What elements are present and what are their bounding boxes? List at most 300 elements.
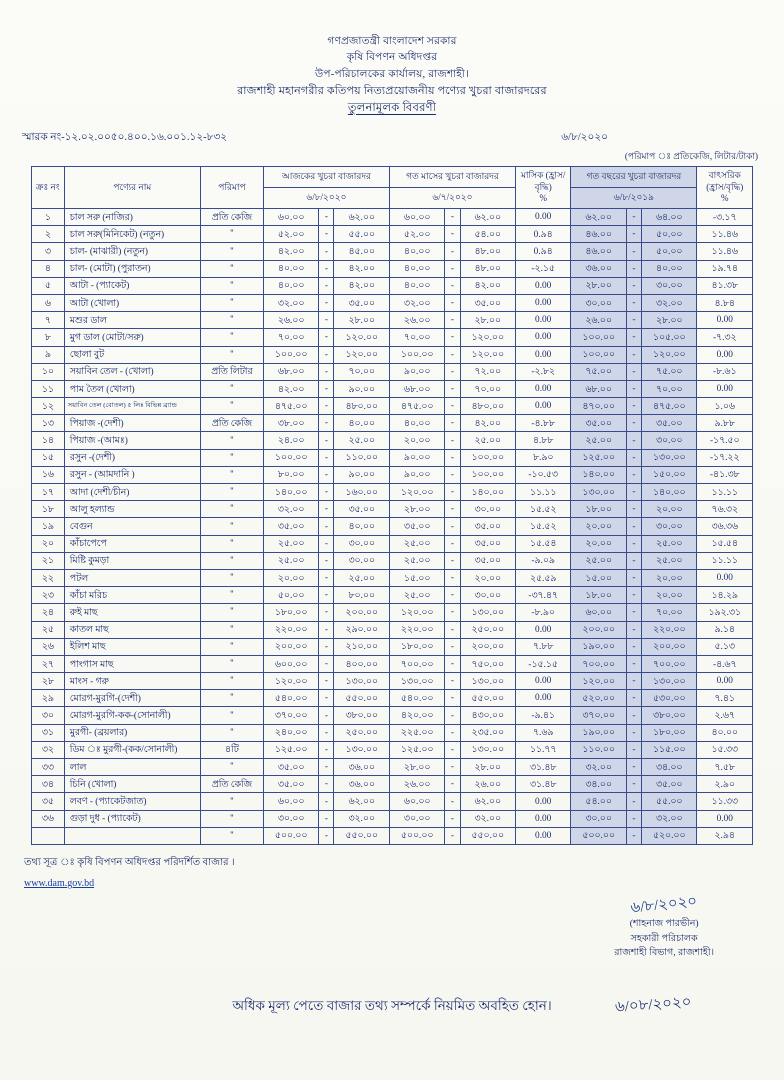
price-comparison-table bbox=[31, 166, 753, 845]
cell-today-min: ২০০.০০ bbox=[263, 638, 318, 655]
cell-unit: '' bbox=[200, 484, 263, 501]
cell-name: পিয়াজ -(দেশী) bbox=[64, 415, 200, 432]
table-row bbox=[32, 329, 753, 346]
cell-today-dash: - bbox=[319, 329, 334, 346]
cell-month-max: ৫৪.০০ bbox=[460, 226, 515, 243]
cell-today-max: ২৯০.০০ bbox=[334, 621, 389, 638]
website-link[interactable]: www.dam.gov.bd bbox=[24, 877, 95, 889]
cell-year-min: ৩৫.০০ bbox=[571, 415, 626, 432]
cell-month-min: ৫২.০০ bbox=[389, 226, 444, 243]
cell-yearly-change: -৪১.৩৮ bbox=[697, 466, 753, 483]
table-row bbox=[32, 380, 753, 397]
cell-month-min: ২২৫.০০ bbox=[389, 724, 444, 741]
cell-year-max: ২২০.০০ bbox=[642, 621, 697, 638]
cell-sl: ৩৬ bbox=[32, 810, 65, 827]
cell-today-max: ৩৬.০০ bbox=[334, 776, 389, 793]
cell-today-min: ২৫.০০ bbox=[263, 535, 318, 552]
cell-month-dash: - bbox=[445, 587, 460, 604]
cell-month-max: ২৩৫.০০ bbox=[460, 724, 515, 741]
cell-sl bbox=[32, 827, 65, 844]
header-line-government: গণপ্রজাতন্ত্রী বাংলাদেশ সরকার bbox=[327, 36, 457, 47]
cell-year-dash: - bbox=[626, 346, 641, 363]
cell-month-max: ৬২.০০ bbox=[460, 793, 515, 810]
cell-year-dash: - bbox=[626, 552, 641, 569]
cell-yearly-change: ৯.৮৮ bbox=[697, 415, 753, 432]
cell-year-dash: - bbox=[626, 587, 641, 604]
cell-month-dash: - bbox=[445, 655, 460, 672]
cell-sl: ২০ bbox=[32, 535, 65, 552]
cell-today-min: ৩৫.০০ bbox=[263, 759, 318, 776]
cell-today-min: ৩৫.০০ bbox=[263, 776, 318, 793]
col-name: পণ্যের নাম bbox=[64, 166, 200, 208]
document-header bbox=[0, 0, 784, 118]
cell-today-dash: - bbox=[319, 398, 334, 415]
cell-month-min: ৪৭৫.০০ bbox=[389, 398, 444, 415]
cell-today-max: ৫৫০.০০ bbox=[334, 827, 389, 844]
cell-year-min: ৩২.০০ bbox=[571, 759, 626, 776]
cell-month-min: ৯০.০০ bbox=[389, 466, 444, 483]
cell-monthly-change: 0.৯৪ bbox=[515, 243, 570, 260]
cell-sl: ২৪ bbox=[32, 604, 65, 621]
cell-year-min: ২০.০০ bbox=[571, 518, 626, 535]
cell-month-max: ৪২.০০ bbox=[460, 277, 515, 294]
cell-name: মোরগ-মুরগি-(দেশী) bbox=[64, 690, 200, 707]
cell-unit: '' bbox=[200, 673, 263, 690]
cell-year-min: ১২০.০০ bbox=[571, 673, 626, 690]
cell-today-max: ২১০.০০ bbox=[334, 638, 389, 655]
cell-month-min: ৫৪০.০০ bbox=[389, 690, 444, 707]
cell-sl: ৫ bbox=[32, 277, 65, 294]
cell-year-dash: - bbox=[626, 243, 641, 260]
cell-today-max: ৬২.০০ bbox=[334, 209, 389, 226]
cell-monthly-change: 0.00 bbox=[515, 294, 570, 311]
cell-month-dash: - bbox=[445, 312, 460, 329]
header-line-department: কৃষি বিপণন অধিদপ্তর bbox=[346, 52, 438, 64]
cell-year-dash: - bbox=[626, 810, 641, 827]
cell-monthly-change: 0.00 bbox=[515, 380, 570, 397]
cell-today-dash: - bbox=[319, 655, 334, 672]
cell-today-min: ৪৭৫.০০ bbox=[263, 398, 318, 415]
cell-today-max: ২৮.০০ bbox=[334, 312, 389, 329]
cell-unit: ৪টি bbox=[200, 741, 263, 758]
cell-year-max: ১৪০.০০ bbox=[642, 484, 697, 501]
cell-monthly-change: -৯.০৯ bbox=[515, 552, 570, 569]
cell-sl: ৩১ bbox=[32, 724, 65, 741]
cell-unit: '' bbox=[200, 346, 263, 363]
cell-month-dash: - bbox=[445, 724, 460, 741]
cell-unit: '' bbox=[200, 432, 263, 449]
cell-yearly-change: ৩৬.৩৬ bbox=[697, 518, 753, 535]
cell-month-dash: - bbox=[445, 690, 460, 707]
col-monthly-change-unit: % bbox=[539, 192, 547, 203]
cell-month-max: ৩৫.০০ bbox=[460, 294, 515, 311]
cell-month-min: ১২৫.০০ bbox=[389, 741, 444, 758]
cell-year-min: ১৪০.০০ bbox=[571, 466, 626, 483]
cell-yearly-change: ৭.৪১ bbox=[697, 690, 753, 707]
cell-today-min: ৫২.০০ bbox=[263, 226, 318, 243]
cell-yearly-change: ৫.১৩ bbox=[697, 638, 753, 655]
table-row bbox=[32, 759, 753, 776]
cell-year-max: ৭৫.০০ bbox=[642, 363, 697, 380]
notice-text: অধিক মূল্য পেতে বাজার তথ্য সম্পর্কে নিয়মিত অবহিত হোন। bbox=[232, 998, 552, 1013]
cell-unit: প্রতি কেজি bbox=[200, 209, 263, 226]
table-row bbox=[32, 363, 753, 380]
cell-today-max: ৩৮০.০০ bbox=[334, 707, 389, 724]
cell-year-dash: - bbox=[626, 312, 641, 329]
col-monthly-change-label: মাসিক (হ্রাস/বৃদ্ধি) bbox=[520, 170, 566, 192]
cell-month-dash: - bbox=[445, 243, 460, 260]
cell-yearly-change: 0.00 bbox=[697, 312, 753, 329]
cell-year-dash: - bbox=[626, 776, 641, 793]
table-row bbox=[32, 810, 753, 827]
cell-month-min: ৬০.০০ bbox=[389, 793, 444, 810]
cell-today-dash: - bbox=[319, 209, 334, 226]
table-row bbox=[32, 793, 753, 810]
cell-year-max: ২৮.০০ bbox=[642, 312, 697, 329]
cell-month-max: ১৩০.০০ bbox=[460, 673, 515, 690]
cell-today-max: ১২০.০০ bbox=[334, 346, 389, 363]
cell-today-max: ৪০.০০ bbox=[334, 415, 389, 432]
cell-name: চিনি (খোলা) bbox=[64, 776, 200, 793]
cell-month-min: ১৩০.০০ bbox=[389, 673, 444, 690]
cell-monthly-change: -১৫.১৫ bbox=[515, 655, 570, 672]
table-row bbox=[32, 535, 753, 552]
cell-monthly-change: 0.00 bbox=[515, 277, 570, 294]
cell-name: পটল bbox=[64, 569, 200, 586]
cell-year-min: ২০.০০ bbox=[571, 535, 626, 552]
cell-year-dash: - bbox=[626, 380, 641, 397]
cell-year-dash: - bbox=[626, 363, 641, 380]
table-row bbox=[32, 501, 753, 518]
cell-month-max: ৫৫০.০০ bbox=[460, 690, 515, 707]
cell-month-max: ৩৫.০০ bbox=[460, 518, 515, 535]
table-row bbox=[32, 226, 753, 243]
cell-month-max: ৭০.০০ bbox=[460, 380, 515, 397]
cell-year-max: ২০.০০ bbox=[642, 587, 697, 604]
cell-month-min: ৪০.০০ bbox=[389, 277, 444, 294]
cell-month-min: ২২০.০০ bbox=[389, 621, 444, 638]
table-row bbox=[32, 432, 753, 449]
cell-monthly-change: -১০.৫৩ bbox=[515, 466, 570, 483]
cell-month-dash: - bbox=[445, 260, 460, 277]
cell-month-min: ৩০.০০ bbox=[389, 810, 444, 827]
cell-year-max: ৭০০.০০ bbox=[642, 655, 697, 672]
cell-unit: '' bbox=[200, 226, 263, 243]
cell-today-max: ১৩০.০০ bbox=[334, 741, 389, 758]
cell-today-min: ১২০.০০ bbox=[263, 673, 318, 690]
table-row bbox=[32, 243, 753, 260]
cell-today-max: ২৫.০০ bbox=[334, 569, 389, 586]
cell-year-max: ১০৫.০০ bbox=[642, 329, 697, 346]
cell-month-max: ২০০.০০ bbox=[460, 638, 515, 655]
cell-today-max: ১৩০.০০ bbox=[334, 673, 389, 690]
cell-today-dash: - bbox=[319, 449, 334, 466]
cell-unit: '' bbox=[200, 793, 263, 810]
cell-today-min: ৩৭০.০০ bbox=[263, 707, 318, 724]
cell-year-dash: - bbox=[626, 690, 641, 707]
cell-sl: ২ bbox=[32, 226, 65, 243]
cell-year-max: ৫২০.০০ bbox=[642, 827, 697, 844]
signature-secondary-scribble: ৬/০৮/২০২০ bbox=[614, 994, 693, 1016]
col-last-month: গত মাসের খুচরা বাজারদর bbox=[389, 166, 515, 187]
cell-monthly-change: -২.১৫ bbox=[515, 260, 570, 277]
cell-year-dash: - bbox=[626, 432, 641, 449]
cell-today-min: ৪০.০০ bbox=[263, 277, 318, 294]
cell-yearly-change: -১৭.২২ bbox=[697, 449, 753, 466]
cell-month-min: ৭০০.০০ bbox=[389, 655, 444, 672]
cell-name: মশুর ডাল bbox=[64, 312, 200, 329]
cell-today-dash: - bbox=[319, 724, 334, 741]
cell-month-dash: - bbox=[445, 449, 460, 466]
cell-yearly-change: ১.০৬ bbox=[697, 398, 753, 415]
cell-year-max: ৩৪.০০ bbox=[642, 759, 697, 776]
cell-today-min: ৫০০.০০ bbox=[263, 827, 318, 844]
cell-unit: '' bbox=[200, 604, 263, 621]
cell-yearly-change: ১১.১১ bbox=[697, 484, 753, 501]
cell-yearly-change: ১১.১১ bbox=[697, 552, 753, 569]
cell-year-max: ৩০.০০ bbox=[642, 432, 697, 449]
cell-today-dash: - bbox=[319, 690, 334, 707]
cell-name: মুরগী- (ব্রয়লার) bbox=[64, 724, 200, 741]
cell-year-dash: - bbox=[626, 793, 641, 810]
col-yearly-change bbox=[697, 166, 753, 208]
cell-monthly-change: -২.৮২ bbox=[515, 363, 570, 380]
cell-year-dash: - bbox=[626, 226, 641, 243]
cell-name: ইলিশ মাছ bbox=[64, 638, 200, 655]
cell-year-max: ২৫.০০ bbox=[642, 552, 697, 569]
cell-today-dash: - bbox=[319, 415, 334, 432]
cell-month-dash: - bbox=[445, 741, 460, 758]
cell-month-min: ২৮.০০ bbox=[389, 501, 444, 518]
cell-month-dash: - bbox=[445, 621, 460, 638]
cell-today-max: ৪৮০.০০ bbox=[334, 398, 389, 415]
cell-sl: ৭ bbox=[32, 312, 65, 329]
cell-month-min: ১২০.০০ bbox=[389, 604, 444, 621]
cell-today-max: ২৫.০০ bbox=[334, 432, 389, 449]
cell-name: পিয়াজ -(আমঃ) bbox=[64, 432, 200, 449]
cell-name: লাল bbox=[64, 759, 200, 776]
cell-month-max: ৭৫০.০০ bbox=[460, 655, 515, 672]
col-last-month-date: ৬/৭/২০২০ bbox=[389, 187, 515, 208]
cell-year-min: ২৫.০০ bbox=[571, 432, 626, 449]
cell-month-min: ৩৫.০০ bbox=[389, 518, 444, 535]
cell-today-max: ৯০.০০ bbox=[334, 466, 389, 483]
cell-monthly-change: 0.00 bbox=[515, 793, 570, 810]
header-line-office: উপ-পরিচালকের কার্যালয়, রাজশাহী। bbox=[315, 68, 469, 80]
cell-sl: ১৮ bbox=[32, 501, 65, 518]
cell-month-max: ১৩০.০০ bbox=[460, 741, 515, 758]
cell-monthly-change: ৮.৯০ bbox=[515, 449, 570, 466]
cell-month-dash: - bbox=[445, 363, 460, 380]
cell-year-min: ১০০.০০ bbox=[571, 346, 626, 363]
cell-year-dash: - bbox=[626, 277, 641, 294]
cell-year-min: ১০০.০০ bbox=[571, 329, 626, 346]
cell-year-dash: - bbox=[626, 329, 641, 346]
cell-year-min: ৬৮.০০ bbox=[571, 380, 626, 397]
cell-today-min: ২৬.০০ bbox=[263, 312, 318, 329]
cell-unit: '' bbox=[200, 621, 263, 638]
cell-today-max: ৫৫.০০ bbox=[334, 226, 389, 243]
cell-month-dash: - bbox=[445, 793, 460, 810]
cell-year-max: ১৩০.০০ bbox=[642, 449, 697, 466]
cell-month-max: ৩২.০০ bbox=[460, 810, 515, 827]
cell-today-min: ৩২.০০ bbox=[263, 294, 318, 311]
cell-monthly-change: ১৫.৫২ bbox=[515, 518, 570, 535]
cell-today-max: ৭০.০০ bbox=[334, 363, 389, 380]
cell-today-dash: - bbox=[319, 518, 334, 535]
table-row bbox=[32, 209, 753, 226]
cell-today-min: ৩০.০০ bbox=[263, 810, 318, 827]
cell-today-dash: - bbox=[319, 277, 334, 294]
cell-today-min: ১৪০.০০ bbox=[263, 484, 318, 501]
cell-year-max: ৪৭৫.০০ bbox=[642, 398, 697, 415]
cell-yearly-change: -৭.৩২ bbox=[697, 329, 753, 346]
cell-name: কাঁচাপেপে bbox=[64, 535, 200, 552]
cell-today-dash: - bbox=[319, 587, 334, 604]
cell-monthly-change: 0.00 bbox=[515, 312, 570, 329]
cell-sl: ৩৩ bbox=[32, 759, 65, 776]
cell-today-dash: - bbox=[319, 759, 334, 776]
cell-month-max: ৭২.০০ bbox=[460, 363, 515, 380]
cell-today-dash: - bbox=[319, 294, 334, 311]
cell-yearly-change: 0.00 bbox=[697, 810, 753, 827]
cell-year-min: ১৮.০০ bbox=[571, 587, 626, 604]
cell-name: ডিম ঃ মুরগী-(কক/সোনালী) bbox=[64, 741, 200, 758]
cell-today-dash: - bbox=[319, 621, 334, 638]
cell-monthly-change: ৭.৬৯ bbox=[515, 724, 570, 741]
cell-today-min: ২২০.০০ bbox=[263, 621, 318, 638]
cell-year-min: ২৮.০০ bbox=[571, 277, 626, 294]
cell-monthly-change: ৭.৮৮ bbox=[515, 638, 570, 655]
cell-month-dash: - bbox=[445, 569, 460, 586]
header-line-subject: রাজশাহী মহানগরীর কতিপয় নিত্যপ্রয়োজনীয় পণ্যের খুচরা বাজারদরের bbox=[237, 84, 547, 97]
cell-unit: '' bbox=[200, 501, 263, 518]
cell-month-dash: - bbox=[445, 346, 460, 363]
cell-month-max: ২৫.০০ bbox=[460, 432, 515, 449]
cell-year-dash: - bbox=[626, 741, 641, 758]
cell-sl: ১৯ bbox=[32, 518, 65, 535]
cell-sl: ১০ bbox=[32, 363, 65, 380]
cell-sl: ১২ bbox=[32, 398, 65, 415]
cell-year-dash: - bbox=[626, 759, 641, 776]
cell-month-dash: - bbox=[445, 604, 460, 621]
col-last-year-date: ৬/৮/২০১৯ bbox=[571, 187, 697, 208]
cell-year-dash: - bbox=[626, 209, 641, 226]
cell-year-max: ৩০.০০ bbox=[642, 277, 697, 294]
cell-sl: ৩০ bbox=[32, 707, 65, 724]
table-row bbox=[32, 260, 753, 277]
cell-month-max: ২৮.০০ bbox=[460, 759, 515, 776]
cell-today-dash: - bbox=[319, 363, 334, 380]
cell-name: চাল- (মোটা) (পুরাতন) bbox=[64, 260, 200, 277]
cell-today-dash: - bbox=[319, 243, 334, 260]
cell-year-max: ৩৫.০০ bbox=[642, 415, 697, 432]
cell-yearly-change: -৪.৬৭ bbox=[697, 655, 753, 672]
cell-today-min: ৩৫.০০ bbox=[263, 518, 318, 535]
cell-today-max: ১২০.০০ bbox=[334, 329, 389, 346]
cell-today-max: ১১০.০০ bbox=[334, 449, 389, 466]
cell-unit: প্রতি কেজি bbox=[200, 776, 263, 793]
table-row bbox=[32, 398, 753, 415]
cell-today-dash: - bbox=[319, 673, 334, 690]
signature-title-1: সহকারী পরিচালক bbox=[630, 933, 698, 944]
cell-year-dash: - bbox=[626, 484, 641, 501]
cell-yearly-change: ৭.৫৮ bbox=[697, 759, 753, 776]
cell-yearly-change: ৪০.০০ bbox=[697, 724, 753, 741]
cell-sl: ২৫ bbox=[32, 621, 65, 638]
cell-yearly-change: ৪১.৩৮ bbox=[697, 277, 753, 294]
cell-yearly-change: -৩.১৭ bbox=[697, 209, 753, 226]
cell-month-min: ৩২.০০ bbox=[389, 294, 444, 311]
cell-year-max: ৭০.০০ bbox=[642, 380, 697, 397]
cell-year-dash: - bbox=[626, 501, 641, 518]
cell-yearly-change: ১৯২.৩১ bbox=[697, 604, 753, 621]
cell-month-max: ৩০.০০ bbox=[460, 501, 515, 518]
cell-year-min: ২৬.০০ bbox=[571, 312, 626, 329]
table-row bbox=[32, 621, 753, 638]
cell-name: মিষ্টি কুমড়া bbox=[64, 552, 200, 569]
cell-today-min: ৭০.০০ bbox=[263, 329, 318, 346]
cell-month-max: ১৪০.০০ bbox=[460, 484, 515, 501]
cell-month-dash: - bbox=[445, 776, 460, 793]
cell-sl: ১৭ bbox=[32, 484, 65, 501]
cell-year-dash: - bbox=[626, 518, 641, 535]
cell-name: ছোলা বুট bbox=[64, 346, 200, 363]
cell-today-max: ২৫০.০০ bbox=[334, 724, 389, 741]
col-yearly-change-unit: % bbox=[720, 192, 729, 203]
cell-year-min: ৩৭০.০০ bbox=[571, 707, 626, 724]
cell-unit: '' bbox=[200, 466, 263, 483]
cell-month-min: ২৬.০০ bbox=[389, 312, 444, 329]
cell-year-dash: - bbox=[626, 655, 641, 672]
cell-sl: ২৯ bbox=[32, 690, 65, 707]
cell-year-min: ২০০.০০ bbox=[571, 621, 626, 638]
cell-month-max: ৩০.০০ bbox=[460, 587, 515, 604]
cell-year-dash: - bbox=[626, 535, 641, 552]
table-row bbox=[32, 655, 753, 672]
cell-month-dash: - bbox=[445, 759, 460, 776]
cell-today-max: ১৬০.০০ bbox=[334, 484, 389, 501]
cell-today-max: ৬২.০০ bbox=[334, 793, 389, 810]
cell-today-min: ৬০.০০ bbox=[263, 209, 318, 226]
cell-sl: ১৪ bbox=[32, 432, 65, 449]
cell-sl: ৮ bbox=[32, 329, 65, 346]
cell-today-max: ৪২.০০ bbox=[334, 277, 389, 294]
cell-month-min: ৫০০.০০ bbox=[389, 827, 444, 844]
cell-monthly-change: -৮.৯০ bbox=[515, 604, 570, 621]
signature-scribble: ৬/৮/২০২০ bbox=[630, 893, 699, 917]
cell-unit: '' bbox=[200, 449, 263, 466]
cell-year-min: ৪৬.০০ bbox=[571, 243, 626, 260]
cell-year-dash: - bbox=[626, 621, 641, 638]
cell-month-max: ২০.০০ bbox=[460, 569, 515, 586]
cell-today-dash: - bbox=[319, 707, 334, 724]
cell-year-dash: - bbox=[626, 707, 641, 724]
cell-monthly-change: 0.00 bbox=[515, 810, 570, 827]
cell-unit: '' bbox=[200, 707, 263, 724]
table-row bbox=[32, 604, 753, 621]
table-row bbox=[32, 518, 753, 535]
cell-yearly-change: -১৭.৫০ bbox=[697, 432, 753, 449]
cell-month-dash: - bbox=[445, 673, 460, 690]
cell-month-max: ১২০.০০ bbox=[460, 329, 515, 346]
cell-month-max: ৪৮.০০ bbox=[460, 260, 515, 277]
cell-sl: ২৩ bbox=[32, 587, 65, 604]
cell-sl: ২২ bbox=[32, 569, 65, 586]
cell-today-dash: - bbox=[319, 380, 334, 397]
cell-month-dash: - bbox=[445, 277, 460, 294]
cell-today-max: ৩৬.০০ bbox=[334, 759, 389, 776]
